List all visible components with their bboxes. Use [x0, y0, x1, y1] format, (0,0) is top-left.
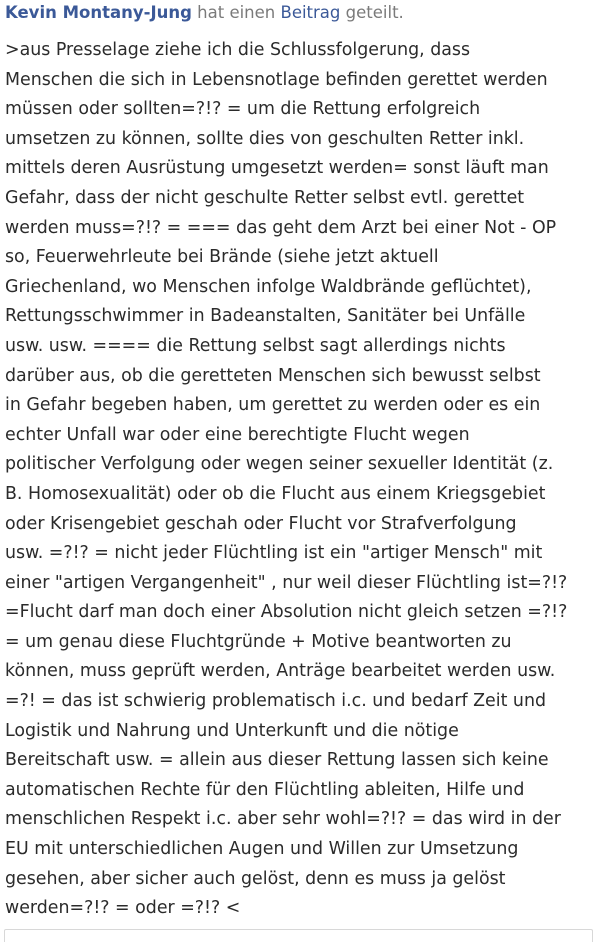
post-text-line: in Gefahr begeben haben, um gerettet zu werden oder es ein [5, 395, 541, 416]
post-text-line: mittels deren Ausrüstung umgesetzt werden= sonst läuft man [5, 158, 549, 179]
post-text-line: gesehen, aber sicher auch gelöst, denn es muss ja gelöst [5, 868, 506, 889]
post-text-line: oder Krisengebiet geschah oder Flucht vor Strafverfolgung [5, 513, 517, 534]
post-text-line: usw. =?!? = nicht jeder Flüchtling ist ein "artiger Mensch" mit [5, 543, 543, 564]
post-text-line: =Flucht darf man doch einer Absolution nicht gleich setzen =?!? [5, 602, 568, 623]
author-name-link[interactable]: Kevin Montany-Jung [5, 3, 192, 22]
post-body [5, 36, 591, 924]
post-text-line: echter Unfall war oder eine berechtigte Flucht wegen [5, 424, 470, 445]
post-text-line: müssen oder sollten=?!? = um die Rettung erfolgreich [5, 99, 481, 120]
post-text-line: Rettungsschwimmer in Badeanstalten, Sanitäter bei Unfälle [5, 306, 526, 327]
post-text-line: usw. usw. ==== die Rettung selbst sagt allerdings nichts [5, 335, 506, 356]
post-text-line: werden=?!? = oder =?!? < [5, 898, 241, 919]
shared-action-suffix: geteilt. [345, 3, 404, 22]
post-text-line: umsetzen zu können, sollte dies von geschulten Retter inkl. [5, 128, 525, 149]
post-text-line: EU mit unterschiedlichen Augen und Willen zur Umsetzung [5, 839, 519, 860]
post-text-line: Gefahr, dass der nicht geschulte Retter selbst evtl. gerettet [5, 187, 525, 208]
shared-post-header [5, 2, 404, 24]
post-text-line: darüber aus, ob die geretteten Menschen sich bewusst selbst [5, 365, 541, 386]
post-text-line: Logistik und Nahrung und Unterkunft und die nötige [5, 720, 459, 741]
post-text-line: so, Feuerwehrleute bei Brände (siehe jetzt aktuell [5, 247, 439, 268]
post-text-line: >aus Presselage ziehe ich die Schlussfolgerung, dass [5, 40, 471, 60]
post-text-line: menschlichen Respekt i.c. aber sehr wohl=?!? = das wird in der [5, 809, 561, 830]
post-text-line: werden muss=?!? = === das geht dem Arzt bei einer Not - OP [5, 217, 557, 238]
post-text-line: können, muss geprüft werden, Anträge bearbeitet werden usw. [5, 661, 556, 682]
post-text-line: =?! = das ist schwierig problematisch i.c. und bedarf Zeit und [5, 691, 547, 712]
shared-content-card[interactable] [4, 929, 593, 942]
post-text-line: B. Homosexualität) oder ob die Flucht aus einem Kriegsgebiet [5, 483, 546, 504]
post-text-line: politischer Verfolgung oder wegen seiner sexueller Identität (z. [5, 454, 554, 475]
post-link[interactable]: Beitrag [280, 3, 341, 22]
post-text-line: automatischen Rechte für den Flüchtling ableiten, Hilfe und [5, 779, 525, 800]
post-text-line: = um genau diese Fluchtgründe + Motive beantworten zu [5, 631, 512, 652]
post-text-line: einer "artigen Vergangenheit" , nur weil dieser Flüchtling ist=?!? [5, 572, 568, 593]
post-text-line: Bereitschaft usw. = allein aus dieser Rettung lassen sich keine [5, 750, 549, 771]
shared-action-text: hat einen [197, 3, 276, 22]
post-text-line: Griechenland, wo Menschen infolge Waldbrände geflüchtet), [5, 276, 532, 297]
post-text-line: Menschen die sich in Lebensnotlage befinden gerettet werden [5, 69, 548, 90]
